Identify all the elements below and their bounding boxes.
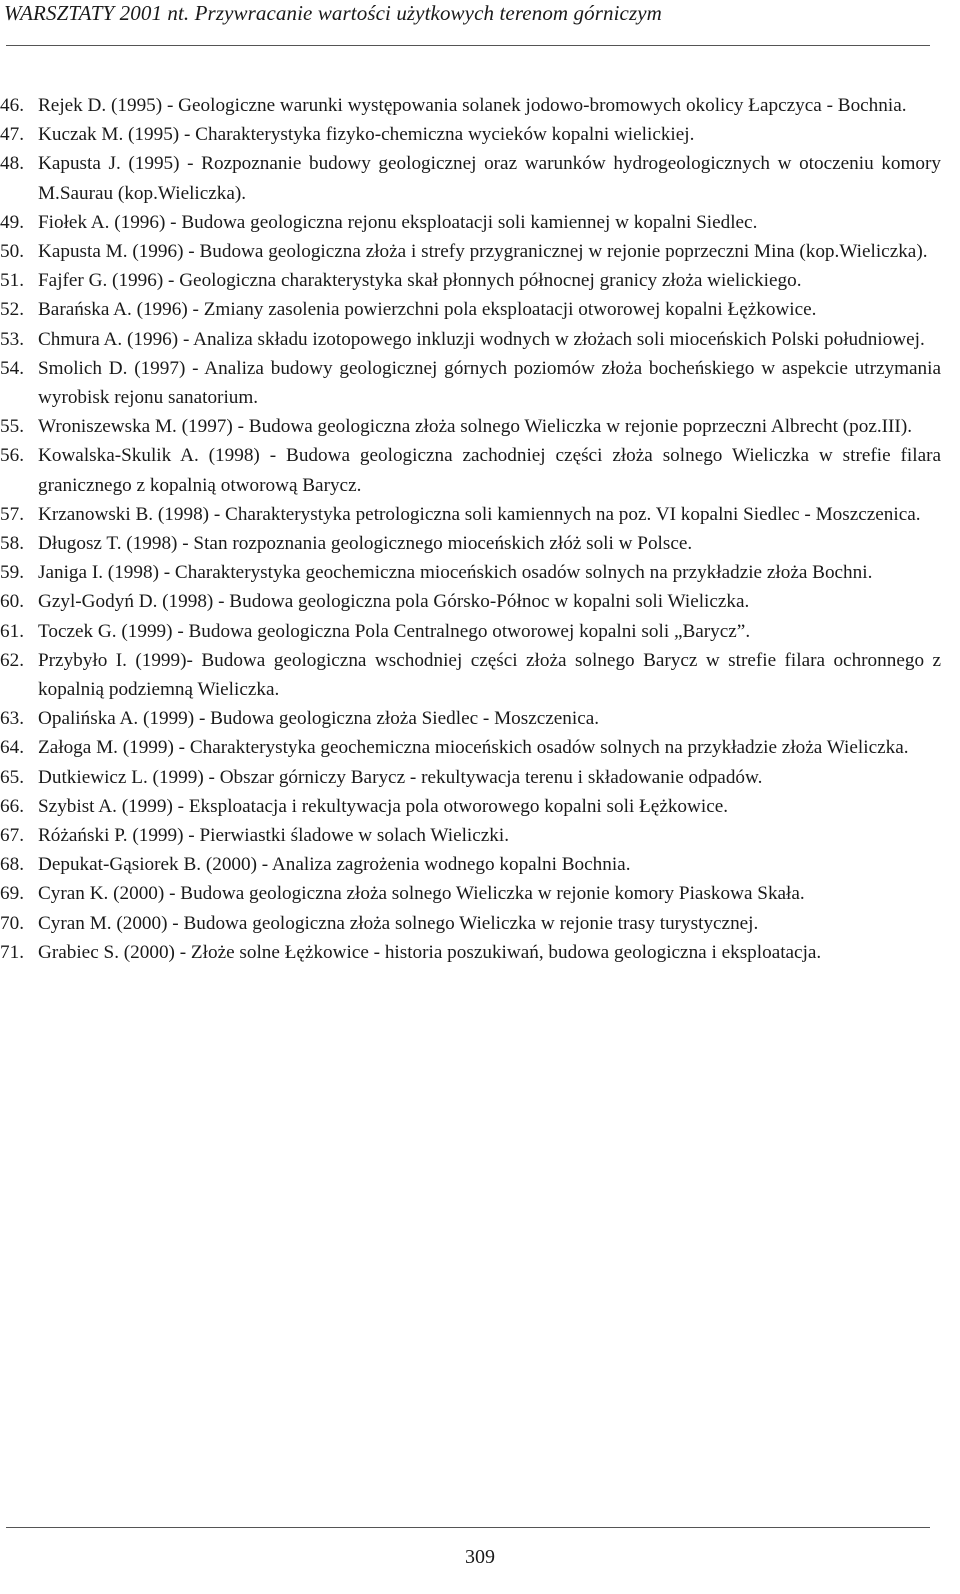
reference-item [0,208,941,237]
reference-number: 49. [0,211,24,233]
reference-item [0,441,941,499]
reference-item [0,91,941,120]
reference-number: 61. [0,620,24,642]
reference-item [0,354,941,412]
reference-text: Wroniszewska M. (1997) - Budowa geologiczna złoża solnego Wieliczka w rejonie poprzeczni Albrecht (poz.III). [38,416,913,438]
reference-text: Dutkiewicz L. (1999) - Obszar górniczy Barycz - rekultywacja terenu i składowanie odpadów. [38,766,763,788]
reference-item [0,558,941,587]
reference-number: 65. [0,766,24,788]
reference-text: Kowalska-Skulik A. (1998) - Budowa geologiczna zachodniej części złoża solnego Wieliczka w strefie filara granicznego z kopalnią otworową Barycz. [38,445,941,496]
reference-text: Chmura A. (1996) - Analiza składu izotopowego inkluzji wodnych w złożach soli mioceńskich Polski południowej. [38,328,925,350]
reference-item [0,850,941,879]
reference-text: Toczek G. (1999) - Budowa geologiczna Pola Centralnego otworowej kopalni soli „Barycz”. [38,620,751,642]
reference-number: 50. [0,241,24,263]
reference-text: Smolich D. (1997) - Analiza budowy geologicznej górnych poziomów złoża bocheńskiego w aspekcie utrzymania wyrobisk rejonu sanatorium. [38,357,941,409]
reference-item [0,879,941,908]
reference-number: 55. [0,416,24,438]
reference-text: Gzyl-Godyń D. (1998) - Budowa geologiczna pola Górsko-Północ w kopalni soli Wieliczka. [38,591,750,613]
reference-item [0,529,941,558]
reference-text: Kapusta J. (1995) - Rozpoznanie budowy geologicznej oraz warunków hydrogeologicznych w otoczeniu komory M.Saurau (kop.Wieliczka). [38,153,941,204]
reference-item [0,587,941,616]
header-rule [6,45,930,46]
reference-number: 53. [0,328,24,350]
reference-number: 71. [0,941,24,963]
reference-item [0,266,941,295]
reference-text: Szybist A. (1999) - Eksploatacja i rekultywacja pola otworowego kopalni soli Łężkowice. [38,795,729,817]
reference-text: Krzanowski B. (1998) - Charakterystyka petrologiczna soli kamiennych na poz. VI kopalni Siedlec - Moszczenica. [38,503,921,525]
reference-text: Załoga M. (1999) - Charakterystyka geochemiczna mioceńskich osadów solnych na przykładzie złoża Wieliczka. [38,737,909,759]
reference-text: Cyran K. (2000) - Budowa geologiczna złoża solnego Wieliczka w rejonie komory Piaskowa Skała. [38,883,805,905]
reference-number: 58. [0,533,24,555]
reference-text: Depukat-Gąsiorek B. (2000) - Analiza zagrożenia wodnego kopalni Bochnia. [38,854,631,876]
footer-rule [6,1527,930,1528]
reference-item [0,412,941,441]
reference-item [0,237,941,266]
reference-item [0,500,941,529]
reference-item [0,646,941,704]
reference-number: 67. [0,825,24,847]
reference-item [0,704,941,733]
reference-text: Kapusta M. (1996) - Budowa geologiczna złoża i strefy przygranicznej w rejonie poprzeczni Mina (kop.Wieliczka). [38,241,928,263]
reference-text: Przybyło I. (1999)- Budowa geologiczna wschodniej części złoża solnego Barycz w strefie filara ochronnego z kopalnią podziemną Wieliczka. [38,649,941,701]
reference-number: 59. [0,562,24,584]
reference-item [0,617,941,646]
reference-item [0,909,941,938]
reference-number: 54. [0,357,24,379]
reference-number: 66. [0,795,24,817]
reference-text: Długosz T. (1998) - Stan rozpoznania geologicznego mioceńskich złóż soli w Polsce. [38,533,693,555]
reference-number: 52. [0,299,24,321]
reference-text: Opalińska A. (1999) - Budowa geologiczna złoża Siedlec - Moszczenica. [38,708,600,730]
running-header: WARSZTATY 2001 nt. Przywracanie wartości użytkowych terenom górniczym [4,1,662,25]
reference-number: 57. [0,503,24,525]
reference-number: 60. [0,591,24,613]
reference-text: Fajfer G. (1996) - Geologiczna charakterystyka skał płonnych północnej granicy złoża wielickiego. [38,270,802,292]
reference-number: 64. [0,737,24,759]
reference-number: 62. [0,649,24,671]
reference-number: 56. [0,445,24,467]
reference-text: Rejek D. (1995) - Geologiczne warunki występowania solanek jodowo-bromowych okolicy Łapczyca - Bochnia. [38,95,907,116]
reference-item [0,295,941,324]
reference-number: 51. [0,270,24,292]
reference-number: 46. [0,95,24,116]
reference-item [0,120,941,149]
reference-number: 48. [0,153,24,175]
reference-text: Cyran M. (2000) - Budowa geologiczna złoża solnego Wieliczka w rejonie trasy turystycznej. [38,912,759,934]
reference-number: 70. [0,912,24,934]
reference-number: 47. [0,124,24,146]
reference-item [0,821,941,850]
reference-item [0,938,941,967]
reference-item [0,792,941,821]
reference-text: Kuczak M. (1995) - Charakterystyka fizyko-chemiczna wycieków kopalni wielickiej. [38,124,695,146]
reference-number: 63. [0,708,24,730]
reference-list [0,91,941,967]
reference-number: 68. [0,854,24,876]
reference-item [0,149,941,207]
reference-item [0,325,941,354]
page-number: 309 [465,1546,495,1568]
reference-item [0,733,941,762]
reference-item [0,763,941,792]
reference-number: 69. [0,883,24,905]
reference-text: Fiołek A. (1996) - Budowa geologiczna rejonu eksploatacji soli kamiennej w kopalni Siedlec. [38,211,758,233]
reference-text: Różański P. (1999) - Pierwiastki śladowe w solach Wieliczki. [38,825,510,847]
reference-text: Barańska A. (1996) - Zmiany zasolenia powierzchni pola eksploatacji otworowej kopalni Łężkowice. [38,299,817,321]
reference-text: Janiga I. (1998) - Charakterystyka geochemiczna mioceńskich osadów solnych na przykładzie złoża Bochni. [38,562,873,584]
reference-text: Grabiec S. (2000) - Złoże solne Łężkowice - historia poszukiwań, budowa geologiczna i eksploatacja. [38,941,822,963]
